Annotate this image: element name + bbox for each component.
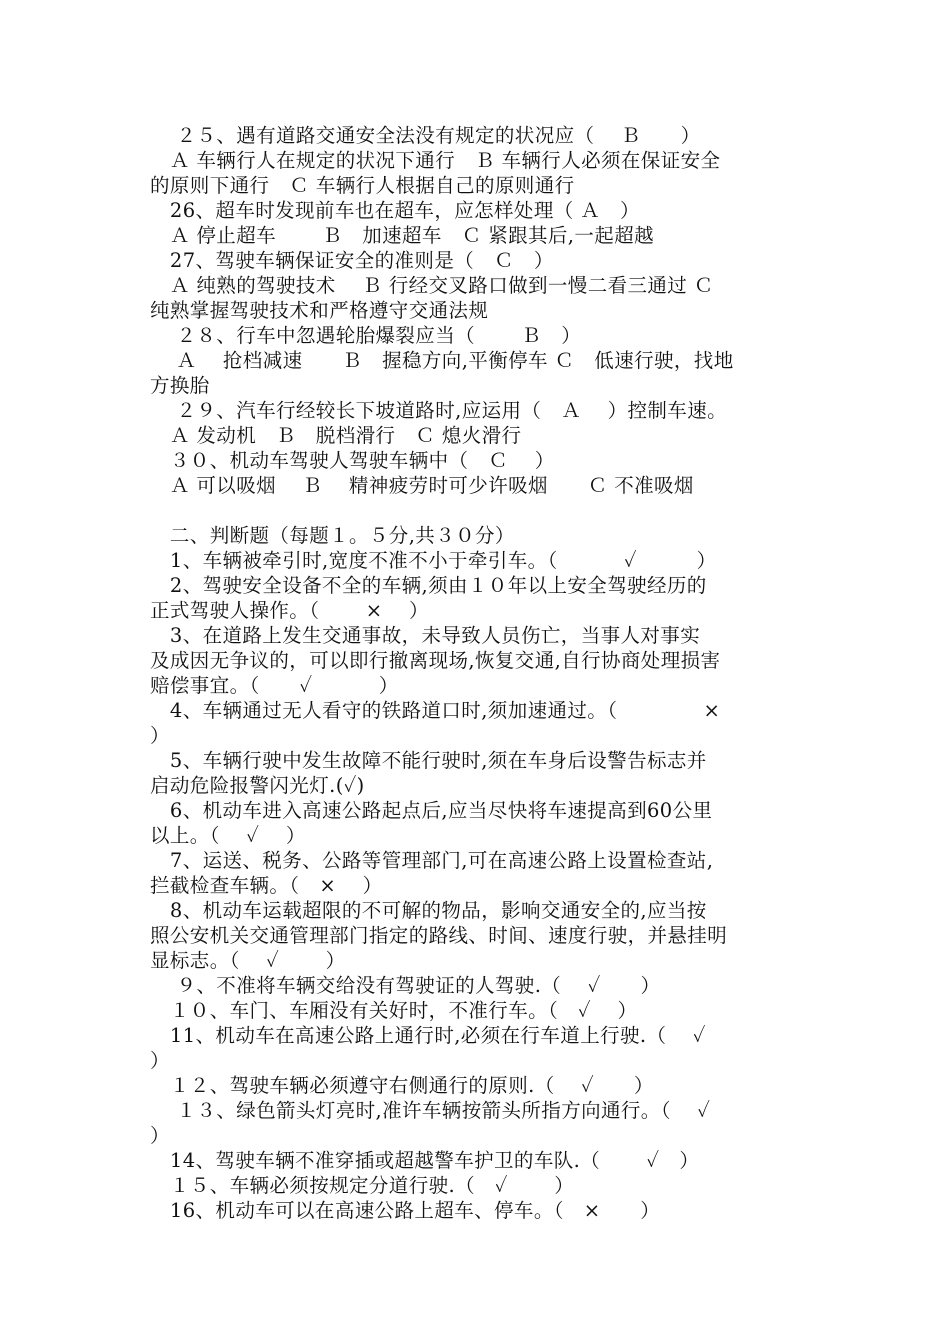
text-line: 5、车辆行驶中发生故障不能行驶时,须在车身后设警告标志并 [150, 749, 707, 772]
text-line: 正式驾驶人操作。（ × ） [150, 599, 429, 622]
text-line: 7、运送、税务、公路等管理部门,可在高速公路上设置检查站, [150, 849, 714, 872]
text-line: 的原则下通行 Ｃ 车辆行人根据自己的原则通行 [150, 174, 575, 197]
text-line: 6、机动车进入高速公路起点后,应当尽快将车速提高到60公里 [150, 799, 713, 822]
text-line: 纯熟掌握驾驶技术和严格遵守交通法规 [150, 299, 489, 322]
text-line: 11、机动车在高速公路上通行时,必须在行车道上行驶.（ ✓ [150, 1024, 706, 1047]
text-line: 照公安机关交通管理部门指定的路线、时间、速度行驶，并悬挂明 [150, 924, 728, 947]
text-line: ２５、遇有道路交通安全法没有规定的状况应（ Ｂ ） [150, 124, 701, 147]
text-line: Ａ 车辆行人在规定的状况下通行 Ｂ 车辆行人必须在保证安全 [150, 149, 721, 172]
text-line: ９、不准将车辆交给没有驾驶证的人驾驶.（ ✓ ） [150, 974, 661, 997]
text-line: ３０、机动车驾驶人驾驶车辆中（ Ｃ ） [150, 449, 555, 472]
text-line: 以上。（ ✓ ） [150, 824, 306, 847]
text-line: 方换胎 [150, 374, 210, 397]
text-line: Ａ 可以吸烟 Ｂ 精神疲劳时可少许吸烟 Ｃ 不准吸烟 [150, 474, 694, 497]
text-line: ２８、行车中忽遇轮胎爆裂应当（ Ｂ ） [150, 324, 582, 347]
text-line: 1、车辆被牵引时,宽度不准不小于牵引车。（ ✓ ） [150, 549, 717, 572]
text-line: 8、机动车运载超限的不可解的物品，影响交通安全的,应当按 [150, 899, 707, 922]
text-line: 显标志。（ ✓ ） [150, 949, 346, 972]
text-line: 16、机动车可以在高速公路上超车、停车。（ × ） [150, 1199, 661, 1222]
text-line: 27、驾驶车辆保证安全的准则是（ Ｃ ） [150, 249, 554, 272]
text-line: 启动危险报警闪光灯.(✓) [150, 774, 365, 797]
text-line: Ａ 停止超车 Ｂ 加速超车 Ｃ 紧跟其后,一起超越 [150, 224, 654, 247]
text-line: １３、绿色箭头灯亮时,准许车辆按箭头所指方向通行。（ ✓ [150, 1099, 711, 1122]
text-line: 4、车辆通过无人看守的铁路道口时,须加速通过。（ × [150, 699, 721, 722]
text-line: ２９、汽车行经较长下坡道路时,应运用（ Ａ ）控制车速。 [150, 399, 727, 422]
text-line: Ａ 发动机 Ｂ 脱档滑行 Ｃ 熄火滑行 [150, 424, 522, 447]
text-line: 26、超车时发现前车也在超车，应怎样处理（ Ａ ） [150, 199, 640, 222]
text-line: Ａ 抢档减速 Ｂ 握稳方向,平衡停车 Ｃ 低速行驶，找地 [150, 349, 734, 372]
text-line: １２、驾驶车辆必须遵守右侧通行的原则.（ ✓ ） [150, 1074, 654, 1097]
text-line: ） [150, 724, 170, 747]
text-line: 赔偿事宜。（ ✓ ） [150, 674, 399, 697]
text-line: 2、驾驶安全设备不全的车辆,须由１０年以上安全驾驶经历的 [150, 574, 707, 597]
text-line: 14、驾驶车辆不准穿插或超越警车护卫的车队.（ ✓ ） [150, 1149, 700, 1172]
text-line: 及成因无争议的，可以即行撤离现场,恢复交通,自行协商处理损害 [150, 649, 721, 672]
text-line: １０、车门、车厢没有关好时，不准行车。（ ✓ ） [150, 999, 638, 1022]
section-heading: 二、判断题（每题１。５分,共３０分） [150, 524, 515, 547]
text-line: ） [150, 1124, 170, 1147]
text-line: 拦截检查车辆。（ × ） [150, 874, 383, 897]
text-line: １５、车辆必须按规定分道行驶.（ ✓ ） [150, 1174, 575, 1197]
text-line: ） [150, 1049, 170, 1072]
text-line: Ａ 纯熟的驾驶技术 Ｂ 行经交叉路口做到一慢二看三通过 Ｃ [150, 274, 714, 297]
text-line: 3、在道路上发生交通事故，未导致人员伤亡，当事人对事实 [150, 624, 701, 647]
